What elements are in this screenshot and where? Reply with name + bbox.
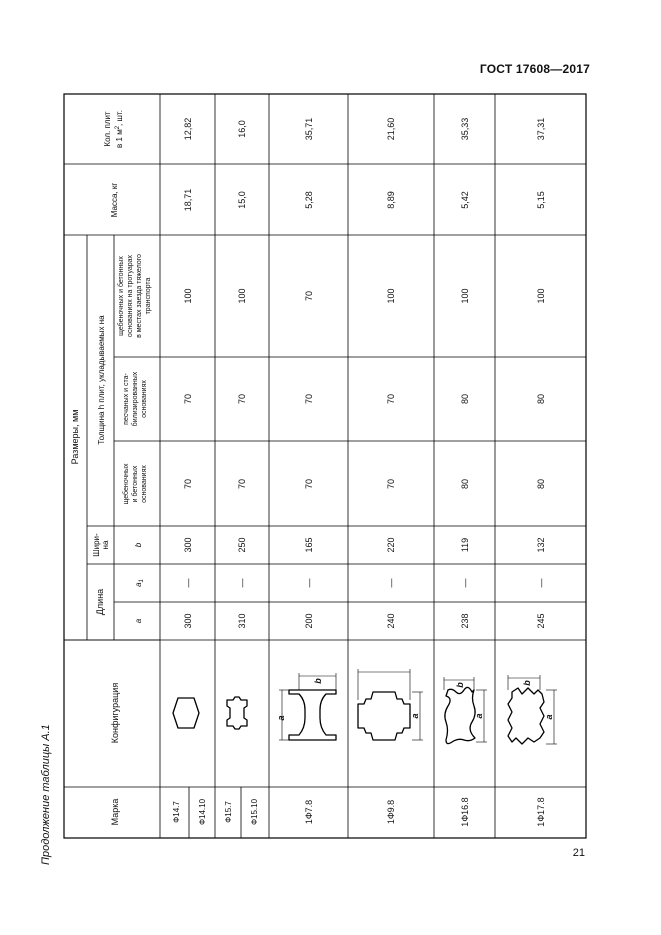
cell-b: 300 <box>183 537 193 553</box>
header-a1: $a_1$ <box>134 579 145 587</box>
cell-mark: 1Ф9.8 <box>386 799 396 825</box>
cell-t2: 80 <box>460 393 470 405</box>
svg-text:в 1 м2, шт.: в 1 $м^2$, шт. <box>115 110 124 148</box>
stepped-octagon-icon <box>358 669 423 740</box>
header-count <box>103 110 124 148</box>
header-texts <box>70 110 152 825</box>
cell-t3: 100 <box>183 288 193 304</box>
cell-t2: 70 <box>183 393 193 405</box>
header-mark: Марка <box>110 798 120 826</box>
cell-count: 12,82 <box>183 117 193 141</box>
svg-text:a: a <box>544 714 554 720</box>
zigzag-rectangle-icon <box>508 675 557 744</box>
cell-t3: 70 <box>304 290 314 302</box>
cell-count: 16,0 <box>237 120 247 138</box>
svg-text:Кол. плит: Кол. плит <box>103 111 112 147</box>
cell-mark: Ф15.7 <box>224 801 233 823</box>
cell-mass: 5,15 <box>536 191 546 209</box>
header-b: b <box>134 542 143 548</box>
svg-text:в местах заезда тяжелого: в местах заезда тяжелого <box>136 254 143 338</box>
cell-b: 119 <box>460 537 470 553</box>
cell-a: 300 <box>183 613 193 629</box>
header-width: Шири- <box>92 533 101 557</box>
header-base-3 <box>117 254 152 338</box>
cell-t3: 100 <box>386 288 396 304</box>
header-configuration: Конфигурация <box>110 682 120 744</box>
cell-mass: 5,28 <box>304 191 314 209</box>
svg-text:основаниях: основаниях <box>141 380 148 418</box>
svg-text:основаниях: основаниях <box>141 465 148 503</box>
cell-count: 35,71 <box>304 117 314 141</box>
cell-b: 220 <box>386 537 396 553</box>
cell-mark: Ф14.7 <box>172 801 181 823</box>
hexagon-icon <box>173 698 199 728</box>
cell-mass: 15,0 <box>237 191 247 209</box>
cell-mark: 1Ф7.8 <box>304 799 314 825</box>
cell-a1: — <box>183 578 193 588</box>
dimension-b-label: b <box>313 678 323 684</box>
svg-text:b: b <box>455 682 465 688</box>
cell-mark: 1Ф17.8 <box>536 797 546 827</box>
cell-mass: 8,89 <box>386 191 396 209</box>
cell-a1: — <box>536 578 546 588</box>
cell-a: 200 <box>304 613 314 629</box>
cell-mark: Ф14.10 <box>198 798 207 826</box>
cell-count: 21,60 <box>386 117 396 141</box>
cell-count: 35,33 <box>460 117 470 141</box>
cell-t1: 70 <box>386 478 396 490</box>
cell-mark: Ф15.10 <box>250 798 259 826</box>
header-sizes: Размеры, мм <box>70 409 80 465</box>
svg-text:b: b <box>522 680 532 686</box>
svg-text:и бетонных: и бетонных <box>132 465 139 503</box>
cell-t2: 80 <box>536 393 546 405</box>
header-length: Длина <box>95 588 105 616</box>
cell-mass: 18,71 <box>183 188 193 212</box>
document-code: ГОСТ 17608—2017 <box>479 62 590 76</box>
cell-t3: 100 <box>460 288 470 304</box>
cell-t1: 70 <box>237 478 247 490</box>
svg-text:основаниях на тротуарах: основаниях на тротуарах <box>127 254 134 338</box>
cell-count: 37,31 <box>536 117 546 141</box>
cell-t2: 70 <box>237 393 247 405</box>
cell-t2: 70 <box>386 393 396 405</box>
cell-t1: 80 <box>536 478 546 490</box>
header-mass: Масса, кг <box>110 182 119 218</box>
page-number: 21 <box>572 847 585 859</box>
svg-text:a: a <box>410 713 420 719</box>
header-base-2 <box>123 371 148 426</box>
table-rows <box>172 118 546 827</box>
cell-b: 250 <box>237 537 247 553</box>
cell-a: 310 <box>237 613 247 629</box>
dimension-a-label: a <box>276 715 286 721</box>
header-width-2: на <box>101 540 110 550</box>
svg-text:песчаных и ста-: песчаных и ста- <box>123 373 130 425</box>
cell-a: 240 <box>386 613 396 629</box>
cell-mass: 5,42 <box>460 191 470 209</box>
wavy-rectangle-icon <box>444 677 487 744</box>
header-base-1 <box>122 463 148 504</box>
cell-t3: 100 <box>536 288 546 304</box>
svg-text:a: a <box>474 713 484 719</box>
cell-t1: 70 <box>304 478 314 490</box>
svg-text:щебеночных и бетонных: щебеночных и бетонных <box>118 256 125 336</box>
configuration-drawings <box>173 669 557 744</box>
svg-text:транспорта: транспорта <box>145 277 152 315</box>
cell-b: 165 <box>304 537 314 553</box>
cell-a1: — <box>386 578 396 588</box>
cell-a1: — <box>237 578 247 588</box>
cell-t2: 70 <box>304 393 314 405</box>
svg-text:щебеночных: щебеночных <box>123 463 130 505</box>
cell-t3: 100 <box>237 288 247 304</box>
cell-a1: — <box>460 578 470 588</box>
cell-a: 238 <box>460 613 470 629</box>
cell-t1: 70 <box>183 478 193 490</box>
header-thickness: Толщина h плит, укладываемых на <box>97 315 106 445</box>
i-shape-icon <box>276 673 336 740</box>
cell-t1: 80 <box>460 478 470 490</box>
cell-a1: — <box>304 578 314 588</box>
cell-mark: 1Ф16.8 <box>460 797 470 827</box>
cross-icon <box>227 697 247 729</box>
svg-text:билизированных: билизированных <box>132 371 139 427</box>
table-continuation-title: Продолжение таблицы А.1 <box>40 724 52 865</box>
cell-b: 132 <box>536 537 546 553</box>
cell-a: 245 <box>536 613 546 629</box>
header-a: a <box>134 618 143 624</box>
